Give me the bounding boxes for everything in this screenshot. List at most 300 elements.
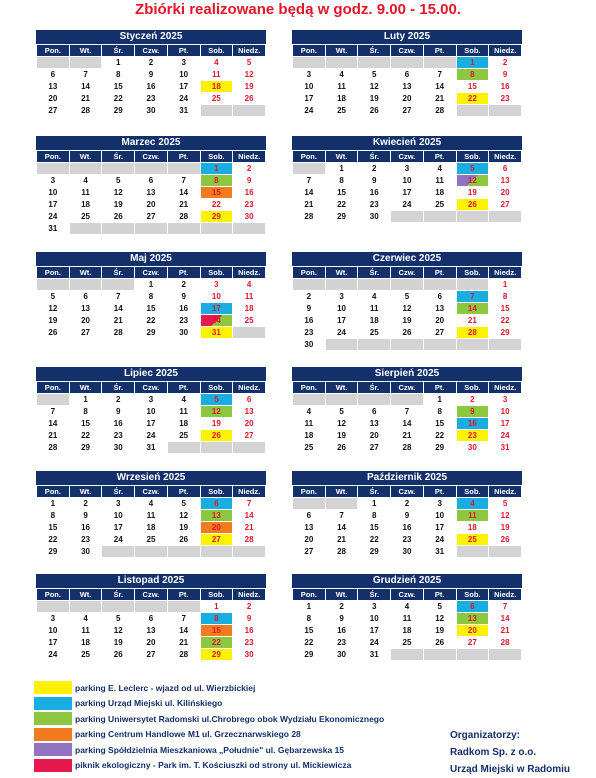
weekday-header: Sob. bbox=[457, 382, 489, 393]
empty-day-cell bbox=[168, 546, 200, 557]
day-cell: 3 bbox=[391, 163, 423, 174]
day-cell: 19 bbox=[391, 315, 423, 326]
day-cell: 27 bbox=[358, 442, 390, 453]
empty-day-cell bbox=[457, 279, 489, 290]
day-cell: 7 bbox=[168, 175, 200, 186]
day-cell: 13 bbox=[37, 81, 69, 92]
month-title: Grudzień 2025 bbox=[292, 574, 522, 588]
day-cell: 4 bbox=[70, 613, 102, 624]
organizer-urzad: Urząd Miejski w Radomiu bbox=[450, 764, 571, 775]
day-cell: 17 bbox=[168, 81, 200, 92]
day-cell: 14 bbox=[293, 187, 325, 198]
weekday-header: Czw. bbox=[391, 486, 423, 497]
day-cell: 31 bbox=[168, 105, 200, 116]
day-cell: 16 bbox=[358, 187, 390, 198]
day-cell: 9 bbox=[489, 69, 521, 80]
day-cell: 3 bbox=[135, 394, 167, 405]
weekday-header: Sob. bbox=[457, 151, 489, 162]
day-cell: 13 bbox=[358, 418, 390, 429]
day-cell: 5 bbox=[233, 57, 265, 68]
day-cell: 25 bbox=[424, 199, 456, 210]
weekday-header: Czw. bbox=[135, 151, 167, 162]
day-cell: 30 bbox=[326, 649, 358, 660]
weekday-header: Czw. bbox=[391, 267, 423, 278]
empty-day-cell bbox=[489, 649, 521, 660]
day-cell: 15 bbox=[135, 303, 167, 314]
day-cell: 3 bbox=[489, 394, 521, 405]
day-cell: 30 bbox=[293, 339, 325, 350]
weekday-header: Pon. bbox=[37, 589, 69, 600]
day-cell: 18 bbox=[326, 93, 358, 104]
day-cell: 1 bbox=[489, 279, 521, 290]
day-cell: 27 bbox=[457, 637, 489, 648]
weekday-header: Czw. bbox=[391, 151, 423, 162]
day-cell: 4 bbox=[457, 498, 489, 509]
legend-item bbox=[34, 680, 434, 696]
day-cell: 13 bbox=[489, 175, 521, 186]
weekday-header: Czw. bbox=[135, 589, 167, 600]
empty-day-cell bbox=[168, 223, 200, 234]
day-cell: 10 bbox=[135, 406, 167, 417]
day-cell: 23 bbox=[489, 93, 521, 104]
day-cell: 13 bbox=[391, 81, 423, 92]
weekday-header: Wt. bbox=[326, 267, 358, 278]
day-cell: 9 bbox=[391, 510, 423, 521]
day-cell: 30 bbox=[135, 105, 167, 116]
day-cell: 21 bbox=[37, 430, 69, 441]
day-cell: 19 bbox=[424, 625, 456, 636]
weekday-header: Pt. bbox=[168, 486, 200, 497]
day-cell: 18 bbox=[293, 430, 325, 441]
empty-day-cell bbox=[326, 498, 358, 509]
day-cell: 3 bbox=[37, 613, 69, 624]
day-cell: 9 bbox=[168, 291, 200, 302]
legend-item bbox=[34, 758, 434, 774]
day-cell: 22 bbox=[293, 637, 325, 648]
day-cell: 18 bbox=[233, 303, 265, 314]
day-cell: 26 bbox=[358, 105, 390, 116]
weekday-header: Śr. bbox=[358, 267, 390, 278]
weekday-header: Wt. bbox=[326, 589, 358, 600]
day-cell: 26 bbox=[37, 327, 69, 338]
weekday-header: Śr. bbox=[358, 589, 390, 600]
weekday-header: Pt. bbox=[424, 589, 456, 600]
empty-day-cell bbox=[201, 223, 233, 234]
weekday-header: Pon. bbox=[293, 45, 325, 56]
day-cell: 9 bbox=[233, 613, 265, 624]
weekday-header: Śr. bbox=[358, 382, 390, 393]
day-cell: 12 bbox=[489, 510, 521, 521]
weekday-header: Czw. bbox=[391, 589, 423, 600]
empty-day-cell bbox=[37, 601, 69, 612]
empty-day-cell bbox=[424, 649, 456, 660]
day-cell: 15 bbox=[201, 625, 233, 636]
weekday-header: Śr. bbox=[358, 45, 390, 56]
day-cell: 26 bbox=[424, 637, 456, 648]
day-cell: 29 bbox=[70, 442, 102, 453]
day-cell: 7 bbox=[457, 291, 489, 302]
day-cell: 18 bbox=[70, 199, 102, 210]
day-cell: 9 bbox=[70, 510, 102, 521]
day-cell: 27 bbox=[391, 105, 423, 116]
empty-day-cell bbox=[489, 105, 521, 116]
day-cell: 30 bbox=[391, 546, 423, 557]
day-cell: 13 bbox=[424, 303, 456, 314]
day-cell: 24 bbox=[391, 199, 423, 210]
weekday-header: Śr. bbox=[102, 486, 134, 497]
day-cell: 28 bbox=[102, 327, 134, 338]
day-cell: 27 bbox=[201, 534, 233, 545]
day-cell: 3 bbox=[424, 498, 456, 509]
day-cell: 11 bbox=[70, 625, 102, 636]
weekday-header: Sob. bbox=[201, 151, 233, 162]
day-cell: 5 bbox=[489, 498, 521, 509]
day-cell: 4 bbox=[424, 163, 456, 174]
day-cell: 23 bbox=[168, 315, 200, 326]
empty-day-cell bbox=[135, 223, 167, 234]
empty-day-cell bbox=[391, 211, 423, 222]
day-cell: 22 bbox=[135, 315, 167, 326]
month-calendar bbox=[292, 252, 522, 351]
day-cell: 12 bbox=[102, 625, 134, 636]
day-cell: 16 bbox=[233, 187, 265, 198]
day-cell: 5 bbox=[424, 601, 456, 612]
day-cell: 25 bbox=[391, 637, 423, 648]
day-cell: 23 bbox=[326, 637, 358, 648]
empty-day-cell bbox=[457, 105, 489, 116]
day-cell: 23 bbox=[293, 327, 325, 338]
day-cell: 25 bbox=[233, 315, 265, 326]
day-cell: 12 bbox=[168, 510, 200, 521]
day-cell: 1 bbox=[201, 601, 233, 612]
day-cell: 21 bbox=[489, 625, 521, 636]
day-cell: 28 bbox=[293, 211, 325, 222]
day-cell: 19 bbox=[201, 418, 233, 429]
day-cell: 28 bbox=[326, 546, 358, 557]
day-cell: 12 bbox=[326, 418, 358, 429]
day-cell: 20 bbox=[135, 637, 167, 648]
day-cell: 23 bbox=[358, 199, 390, 210]
empty-day-cell bbox=[424, 211, 456, 222]
day-cell: 14 bbox=[391, 418, 423, 429]
day-cell: 27 bbox=[233, 430, 265, 441]
day-cell: 8 bbox=[70, 406, 102, 417]
weekday-header: Sob. bbox=[457, 267, 489, 278]
day-cell: 1 bbox=[424, 394, 456, 405]
day-cell: 2 bbox=[326, 601, 358, 612]
day-cell: 29 bbox=[489, 327, 521, 338]
organizers-heading: Organizatorzy: bbox=[450, 730, 521, 741]
month-calendar bbox=[36, 574, 266, 661]
weekday-header: Niedz. bbox=[489, 382, 521, 393]
day-cell: 27 bbox=[489, 199, 521, 210]
month-title: Styczeń 2025 bbox=[36, 30, 266, 44]
month-title: Czerwiec 2025 bbox=[292, 252, 522, 266]
weekday-header: Pt. bbox=[168, 382, 200, 393]
weekday-header: Śr. bbox=[102, 151, 134, 162]
day-cell: 21 bbox=[326, 534, 358, 545]
weekday-header: Śr. bbox=[102, 382, 134, 393]
day-cell: 21 bbox=[457, 315, 489, 326]
day-cell: 4 bbox=[70, 175, 102, 186]
day-cell: 25 bbox=[201, 93, 233, 104]
empty-day-cell bbox=[37, 57, 69, 68]
day-cell: 18 bbox=[168, 418, 200, 429]
day-cell: 30 bbox=[233, 211, 265, 222]
day-cell: 22 bbox=[201, 637, 233, 648]
day-cell: 2 bbox=[70, 498, 102, 509]
page-title: Zbiórki realizowane będą w godz. 9.00 - 15.00. bbox=[135, 1, 461, 18]
empty-day-cell bbox=[168, 163, 200, 174]
empty-day-cell bbox=[102, 279, 134, 290]
day-cell: 5 bbox=[201, 394, 233, 405]
day-cell: 10 bbox=[424, 510, 456, 521]
weekday-header: Sob. bbox=[201, 382, 233, 393]
day-cell: 10 bbox=[358, 613, 390, 624]
month-title: Kwiecień 2025 bbox=[292, 136, 522, 150]
empty-day-cell bbox=[391, 339, 423, 350]
legend-item bbox=[34, 711, 434, 727]
day-cell: 17 bbox=[102, 522, 134, 533]
empty-day-cell bbox=[489, 211, 521, 222]
empty-day-cell bbox=[489, 546, 521, 557]
day-cell: 22 bbox=[489, 315, 521, 326]
day-cell: 6 bbox=[135, 613, 167, 624]
day-cell: 27 bbox=[293, 546, 325, 557]
month-calendar bbox=[292, 30, 522, 117]
day-cell: 21 bbox=[168, 199, 200, 210]
weekday-header: Pon. bbox=[293, 382, 325, 393]
empty-day-cell bbox=[391, 649, 423, 660]
day-cell: 24 bbox=[326, 327, 358, 338]
day-cell: 27 bbox=[135, 211, 167, 222]
day-cell: 24 bbox=[293, 105, 325, 116]
empty-day-cell bbox=[233, 105, 265, 116]
day-cell: 2 bbox=[168, 279, 200, 290]
day-cell: 11 bbox=[233, 291, 265, 302]
day-cell: 7 bbox=[102, 291, 134, 302]
day-cell: 5 bbox=[168, 498, 200, 509]
weekday-header: Niedz. bbox=[233, 382, 265, 393]
day-cell: 5 bbox=[102, 613, 134, 624]
day-cell: 8 bbox=[201, 175, 233, 186]
day-cell: 13 bbox=[201, 510, 233, 521]
day-cell: 16 bbox=[233, 625, 265, 636]
day-cell: 14 bbox=[37, 418, 69, 429]
day-cell: 14 bbox=[457, 303, 489, 314]
day-cell: 30 bbox=[233, 649, 265, 660]
weekday-header: Śr. bbox=[102, 45, 134, 56]
empty-day-cell bbox=[135, 546, 167, 557]
day-cell: 10 bbox=[201, 291, 233, 302]
day-cell: 25 bbox=[326, 105, 358, 116]
day-cell: 24 bbox=[102, 534, 134, 545]
day-cell: 12 bbox=[37, 303, 69, 314]
empty-day-cell bbox=[168, 442, 200, 453]
day-cell: 29 bbox=[326, 211, 358, 222]
day-cell: 22 bbox=[358, 534, 390, 545]
day-cell: 23 bbox=[70, 534, 102, 545]
day-cell: 11 bbox=[391, 613, 423, 624]
weekday-header: Niedz. bbox=[233, 589, 265, 600]
empty-day-cell bbox=[201, 442, 233, 453]
weekday-header: Pon. bbox=[37, 382, 69, 393]
day-cell: 29 bbox=[201, 211, 233, 222]
month-calendar bbox=[292, 367, 522, 454]
weekday-header: Pt. bbox=[424, 267, 456, 278]
weekday-header: Pon. bbox=[37, 486, 69, 497]
month-calendar bbox=[36, 30, 266, 117]
day-cell: 20 bbox=[293, 534, 325, 545]
day-cell: 8 bbox=[489, 291, 521, 302]
empty-day-cell bbox=[233, 223, 265, 234]
day-cell: 26 bbox=[391, 327, 423, 338]
day-cell: 13 bbox=[135, 187, 167, 198]
empty-day-cell bbox=[293, 163, 325, 174]
day-cell: 1 bbox=[102, 57, 134, 68]
day-cell: 3 bbox=[168, 57, 200, 68]
day-cell: 27 bbox=[424, 327, 456, 338]
day-cell: 2 bbox=[135, 57, 167, 68]
day-cell: 16 bbox=[102, 418, 134, 429]
day-cell: 24 bbox=[168, 93, 200, 104]
day-cell: 31 bbox=[135, 442, 167, 453]
day-cell: 6 bbox=[135, 175, 167, 186]
day-cell: 16 bbox=[135, 81, 167, 92]
day-cell: 20 bbox=[233, 418, 265, 429]
day-cell: 23 bbox=[102, 430, 134, 441]
empty-day-cell bbox=[135, 601, 167, 612]
empty-day-cell bbox=[358, 57, 390, 68]
weekday-header: Pon. bbox=[293, 486, 325, 497]
day-cell: 3 bbox=[326, 291, 358, 302]
empty-day-cell bbox=[37, 394, 69, 405]
day-cell: 4 bbox=[201, 57, 233, 68]
day-cell: 23 bbox=[457, 430, 489, 441]
legend-item bbox=[34, 742, 434, 758]
day-cell: 4 bbox=[293, 406, 325, 417]
legend-swatch bbox=[34, 728, 72, 741]
day-cell: 16 bbox=[70, 522, 102, 533]
weekday-header: Pt. bbox=[168, 267, 200, 278]
day-cell: 12 bbox=[391, 303, 423, 314]
legend-label: piknik ekologiczny - Park im. T. Kościuszki od strony ul. Mickiewicza bbox=[75, 760, 352, 771]
day-cell: 2 bbox=[391, 498, 423, 509]
day-cell: 13 bbox=[457, 613, 489, 624]
empty-day-cell bbox=[70, 601, 102, 612]
day-cell: 2 bbox=[489, 57, 521, 68]
day-cell: 24 bbox=[358, 637, 390, 648]
weekday-header: Niedz. bbox=[233, 486, 265, 497]
day-cell: 29 bbox=[358, 546, 390, 557]
weekday-header: Czw. bbox=[135, 267, 167, 278]
day-cell: 25 bbox=[293, 442, 325, 453]
day-cell: 1 bbox=[293, 601, 325, 612]
day-cell: 20 bbox=[424, 315, 456, 326]
empty-day-cell bbox=[201, 105, 233, 116]
month-title: Listopad 2025 bbox=[36, 574, 266, 588]
day-cell: 6 bbox=[489, 163, 521, 174]
day-cell: 20 bbox=[70, 315, 102, 326]
legend-swatch bbox=[34, 697, 72, 710]
day-cell: 16 bbox=[391, 522, 423, 533]
day-cell: 17 bbox=[37, 199, 69, 210]
day-cell: 10 bbox=[168, 69, 200, 80]
day-cell: 12 bbox=[424, 613, 456, 624]
day-cell: 9 bbox=[326, 613, 358, 624]
empty-day-cell bbox=[326, 394, 358, 405]
weekday-header: Pt. bbox=[424, 486, 456, 497]
day-cell: 28 bbox=[70, 105, 102, 116]
day-cell: 15 bbox=[489, 303, 521, 314]
day-cell: 23 bbox=[233, 199, 265, 210]
day-cell: 26 bbox=[326, 442, 358, 453]
empty-day-cell bbox=[391, 394, 423, 405]
day-cell: 7 bbox=[424, 69, 456, 80]
month-title: Wrzesień 2025 bbox=[36, 471, 266, 485]
day-cell: 15 bbox=[37, 522, 69, 533]
month-calendar bbox=[36, 252, 266, 339]
day-cell: 5 bbox=[37, 291, 69, 302]
day-cell: 16 bbox=[293, 315, 325, 326]
day-cell: 18 bbox=[391, 625, 423, 636]
day-cell: 21 bbox=[102, 315, 134, 326]
empty-day-cell bbox=[358, 394, 390, 405]
day-cell: 15 bbox=[457, 81, 489, 92]
day-cell: 31 bbox=[424, 546, 456, 557]
day-cell: 4 bbox=[391, 601, 423, 612]
day-cell: 7 bbox=[70, 69, 102, 80]
day-cell: 24 bbox=[37, 211, 69, 222]
day-cell: 17 bbox=[37, 637, 69, 648]
weekday-header: Czw. bbox=[391, 45, 423, 56]
day-cell: 25 bbox=[358, 327, 390, 338]
empty-day-cell bbox=[457, 546, 489, 557]
legend-swatch bbox=[34, 681, 72, 694]
day-cell: 6 bbox=[293, 510, 325, 521]
legend-swatch bbox=[34, 759, 72, 772]
empty-day-cell bbox=[102, 546, 134, 557]
weekday-header: Śr. bbox=[102, 267, 134, 278]
day-cell: 22 bbox=[326, 199, 358, 210]
day-cell: 28 bbox=[37, 442, 69, 453]
day-cell: 10 bbox=[102, 510, 134, 521]
day-cell: 8 bbox=[457, 69, 489, 80]
weekday-header: Sob. bbox=[201, 45, 233, 56]
day-cell: 11 bbox=[457, 510, 489, 521]
empty-day-cell bbox=[489, 339, 521, 350]
day-cell: 31 bbox=[489, 442, 521, 453]
empty-day-cell bbox=[358, 279, 390, 290]
day-cell: 26 bbox=[102, 649, 134, 660]
day-cell: 9 bbox=[233, 175, 265, 186]
day-cell: 20 bbox=[37, 93, 69, 104]
legend-label: parking Spółdzielnia Mieszkaniowa „Południe" ul. Gębarzewska 15 bbox=[75, 744, 345, 755]
weekday-header: Wt. bbox=[70, 382, 102, 393]
month-title: Luty 2025 bbox=[292, 30, 522, 44]
day-cell: 31 bbox=[358, 649, 390, 660]
month-title: Lipiec 2025 bbox=[36, 367, 266, 381]
day-cell: 18 bbox=[135, 522, 167, 533]
weekday-header: Pt. bbox=[168, 589, 200, 600]
month-calendar bbox=[36, 471, 266, 558]
day-cell: 26 bbox=[168, 534, 200, 545]
day-cell: 29 bbox=[293, 649, 325, 660]
day-cell: 15 bbox=[424, 418, 456, 429]
day-cell: 4 bbox=[168, 394, 200, 405]
day-cell: 15 bbox=[358, 522, 390, 533]
day-cell: 10 bbox=[37, 625, 69, 636]
